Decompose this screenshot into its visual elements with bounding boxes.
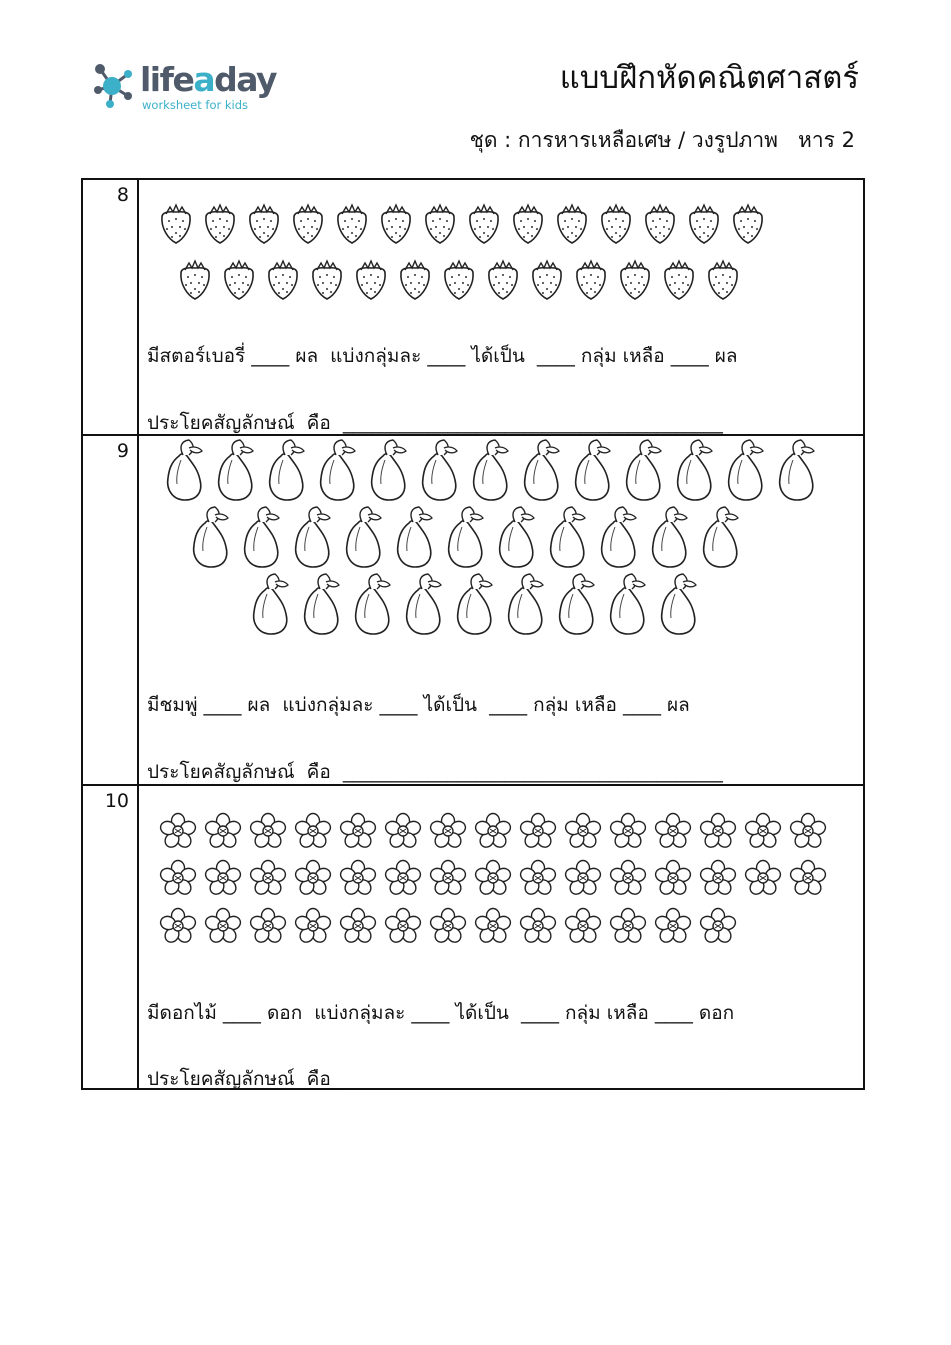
- rose-apple-icon: [771, 438, 817, 504]
- rose-apple-icon: [338, 505, 384, 571]
- rose-apple-icon: [618, 438, 664, 504]
- logo-tagline: worksheet for kids: [142, 98, 249, 112]
- flower-icon: [384, 812, 422, 850]
- rose-apple-icon: [287, 505, 333, 571]
- flower-icon: [249, 812, 287, 850]
- rose-apple-icon: [389, 505, 435, 571]
- rose-apple-icon: [644, 505, 690, 571]
- flower-icon: [204, 907, 242, 945]
- strawberry-icon: [507, 202, 549, 246]
- strawberry-icon: [174, 258, 216, 302]
- flower-icon: [294, 812, 332, 850]
- problem-number: 9: [116, 440, 129, 462]
- strawberry-icon: [155, 202, 197, 246]
- worksheet-subtitle: ชุด : การหารเหลือเศษ / วงรูปภาพ หาร 2: [469, 128, 855, 152]
- problem-table: [81, 178, 865, 1090]
- rose-apple-icon: [236, 505, 282, 571]
- strawberry-icon: [350, 258, 392, 302]
- question-text: มีสตอร์เบอรี่ ____ ผล แบ่งกลุ่มละ ____ ได้เป็น ____ กลุ่ม เหลือ ____ ผล: [147, 345, 738, 367]
- flower-icon: [384, 859, 422, 897]
- rose-apple-icon: [312, 438, 358, 504]
- problem-number-cell: [82, 435, 138, 785]
- strawberry-icon: [702, 258, 744, 302]
- rose-apple-icon: [465, 438, 511, 504]
- rose-apple-icon: [551, 572, 597, 638]
- flower-icon: [609, 907, 647, 945]
- lifeaday-logo: [90, 60, 290, 116]
- flower-icon: [429, 907, 467, 945]
- rose-apple-icon: [363, 438, 409, 504]
- rose-apple-icon: [593, 505, 639, 571]
- rose-apple-icon: [210, 438, 256, 504]
- problem-number: 8: [116, 184, 129, 206]
- flower-icon: [294, 859, 332, 897]
- strawberry-icon: [262, 258, 304, 302]
- problem-number-cell: [82, 785, 138, 1089]
- rose-apple-icon: [720, 438, 766, 504]
- flower-icon: [519, 859, 557, 897]
- flower-icon: [609, 859, 647, 897]
- logo-brand-part-day: day: [214, 60, 277, 99]
- flower-icon: [744, 859, 782, 897]
- strawberry-icon: [683, 202, 725, 246]
- strawberry-icon: [727, 202, 769, 246]
- rose-apple-icon: [567, 438, 613, 504]
- problem-content-cell: [138, 179, 864, 435]
- strawberry-icon: [199, 202, 241, 246]
- flower-icon: [294, 907, 332, 945]
- rose-apple-icon: [500, 572, 546, 638]
- strawberry-icon: [526, 258, 568, 302]
- problem-content-cell: [138, 435, 864, 785]
- strawberry-icon: [394, 258, 436, 302]
- rose-apple-icon: [516, 438, 562, 504]
- strawberry-icon: [551, 202, 593, 246]
- flower-icon: [159, 907, 197, 945]
- flower-icon: [699, 859, 737, 897]
- flower-icon: [654, 812, 692, 850]
- flower-icon: [654, 859, 692, 897]
- flower-icon: [609, 812, 647, 850]
- flower-icon: [339, 812, 377, 850]
- problem-content-cell: [138, 785, 864, 1089]
- strawberry-icon: [375, 202, 417, 246]
- flower-icon: [339, 859, 377, 897]
- rose-apple-icon: [398, 572, 444, 638]
- flower-icon: [564, 812, 602, 850]
- flower-icon: [249, 907, 287, 945]
- strawberry-icon: [438, 258, 480, 302]
- flower-icon: [204, 859, 242, 897]
- page-title: แบบฝึกหัดคณิตศาสตร์: [559, 60, 859, 96]
- flower-icon: [699, 907, 737, 945]
- strawberry-icon: [218, 258, 260, 302]
- rose-apple-icon: [695, 505, 741, 571]
- rose-apple-icon: [653, 572, 699, 638]
- logo-brand: [140, 62, 276, 98]
- rose-apple-icon: [491, 505, 537, 571]
- flower-icon: [564, 859, 602, 897]
- problem-number-cell: [82, 179, 138, 435]
- problem-row-8: [82, 179, 864, 435]
- rose-apple-icon: [449, 572, 495, 638]
- rose-apple-icon: [159, 438, 205, 504]
- rose-apple-icon: [602, 572, 648, 638]
- flower-icon: [789, 812, 827, 850]
- strawberry-icon: [595, 202, 637, 246]
- flower-icon: [789, 859, 827, 897]
- number-sentence-line: ประโยคสัญลักษณ์ คือ ________________________________________: [147, 412, 723, 434]
- flower-icon: [474, 907, 512, 945]
- flower-icon: [204, 812, 242, 850]
- rose-apple-icon: [347, 572, 393, 638]
- flower-icon: [519, 907, 557, 945]
- rose-apple-icon: [261, 438, 307, 504]
- flower-icon: [519, 812, 557, 850]
- flower-icon: [159, 812, 197, 850]
- strawberry-icon: [243, 202, 285, 246]
- flower-icon: [744, 812, 782, 850]
- strawberry-icon: [639, 202, 681, 246]
- logo-brand-part-life: life: [140, 60, 194, 99]
- flower-icon: [159, 859, 197, 897]
- rose-apple-icon: [245, 572, 291, 638]
- rose-apple-icon: [542, 505, 588, 571]
- logo-brand-part-a: a: [193, 60, 215, 99]
- flower-icon: [429, 859, 467, 897]
- problem-number: 10: [104, 790, 129, 812]
- rose-apple-icon: [185, 505, 231, 571]
- strawberry-icon: [331, 202, 373, 246]
- strawberry-icon: [482, 258, 524, 302]
- strawberry-icon: [463, 202, 505, 246]
- number-sentence-line: ประโยคสัญลักษณ์ คือ ________________________________________: [147, 761, 723, 783]
- rose-apple-icon: [414, 438, 460, 504]
- flower-icon: [564, 907, 602, 945]
- number-sentence-line: ประโยคสัญลักษณ์ คือ ________________________________________: [147, 1068, 723, 1090]
- flower-icon: [429, 812, 467, 850]
- question-text: มีดอกไม้ ____ ดอก แบ่งกลุ่มละ ____ ได้เป็น ____ กลุ่ม เหลือ ____ ดอก: [147, 1002, 735, 1024]
- strawberry-icon: [287, 202, 329, 246]
- rose-apple-icon: [296, 572, 342, 638]
- strawberry-icon: [570, 258, 612, 302]
- strawberry-icon: [306, 258, 348, 302]
- question-text: มีชมพู่ ____ ผล แบ่งกลุ่มละ ____ ได้เป็น ____ กลุ่ม เหลือ ____ ผล: [147, 694, 690, 716]
- flower-icon: [654, 907, 692, 945]
- flower-icon: [699, 812, 737, 850]
- problem-row-10: [82, 785, 864, 1089]
- flower-icon: [384, 907, 422, 945]
- flower-icon: [474, 812, 512, 850]
- rose-apple-icon: [440, 505, 486, 571]
- flower-icon: [474, 859, 512, 897]
- strawberry-icon: [658, 258, 700, 302]
- flower-icon: [339, 907, 377, 945]
- strawberry-icon: [419, 202, 461, 246]
- flower-icon: [249, 859, 287, 897]
- molecule-logo-icon: [90, 60, 136, 110]
- strawberry-icon: [614, 258, 656, 302]
- problem-row-9: [82, 435, 864, 785]
- rose-apple-icon: [669, 438, 715, 504]
